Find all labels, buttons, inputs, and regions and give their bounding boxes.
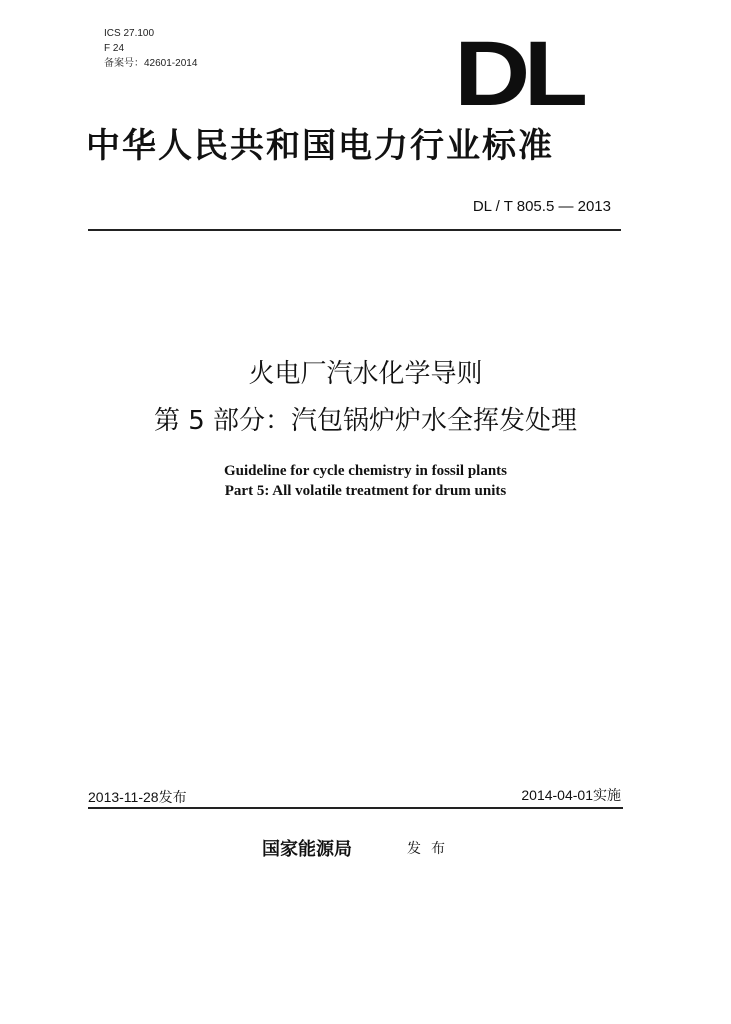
standard-series-title: 中华人民共和国电力行业标准 xyxy=(86,126,554,166)
chinese-title-line-1: 火电厂汽水化学导则 xyxy=(248,359,483,389)
publication-date: 2013-11-28发布 xyxy=(88,789,187,805)
effective-date: 2014-04-01实施 xyxy=(521,787,621,803)
english-title-line-2: Part 5: All volatile treatment for drum units xyxy=(224,483,507,499)
issuing-authority: 国家能源局 xyxy=(262,839,352,860)
top-divider xyxy=(88,229,621,231)
chinese-title-line-2: 第 5 部分：汽包锅炉炉水全挥发处理 xyxy=(153,406,578,436)
classification-block xyxy=(104,26,197,71)
standard-code: DL / T 805.5 — 2013 xyxy=(472,198,611,215)
bottom-divider xyxy=(88,807,623,809)
ccs-code: F 24 xyxy=(104,43,125,54)
record-number: 备案号：42601-2014 xyxy=(104,58,198,69)
issue-label: 发布 xyxy=(407,841,455,857)
ics-code: ICS 27.100 xyxy=(104,28,155,39)
english-title-line-1: Guideline for cycle chemistry in fossil plants xyxy=(223,463,508,479)
dl-logo: DL xyxy=(454,23,582,125)
